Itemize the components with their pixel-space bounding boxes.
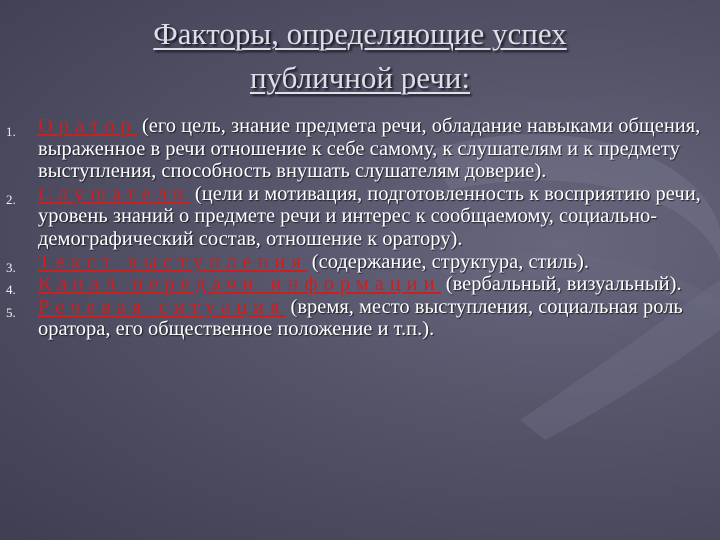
list-item <box>0 183 715 251</box>
item-keyword: Канал передачи информации <box>38 273 441 296</box>
item-text <box>38 296 715 341</box>
item-number: 1. <box>6 124 16 139</box>
item-text <box>38 183 715 251</box>
list-item <box>0 296 715 341</box>
item-number: 4. <box>6 282 16 298</box>
factors-list <box>0 115 715 341</box>
item-description: (содержание, структура, стиль). <box>306 250 590 273</box>
list-item <box>0 273 715 296</box>
item-number: 2. <box>6 191 16 207</box>
item-keyword: Слушатели <box>38 182 190 205</box>
item-number: 5. <box>6 304 16 320</box>
item-keyword: Текст выступления <box>38 250 307 273</box>
item-text <box>38 251 715 274</box>
slide-title <box>60 12 660 100</box>
item-description: (вербальный, визуальный). <box>440 273 682 296</box>
item-keyword: Оратор <box>38 115 137 137</box>
item-text <box>38 115 715 183</box>
item-number: 3. <box>6 259 16 275</box>
list-item <box>0 251 715 274</box>
item-text <box>38 273 715 296</box>
item-description: (его цель, знание предмета речи, обладание навыками общения, выраженное в речи отношение к себе самому, к слушателям и к предмету выступления, способность внушать слушателям доверие). <box>38 115 701 183</box>
slide-title-line-2: публичной речи: <box>249 60 471 95</box>
item-description: (цели и мотивация, подготовленность к восприятию речи, уровень знаний о предмете речи и интерес к сообщаемому, социально-демографический состав, отношение к оратору). <box>38 182 701 250</box>
item-description: (время, место выступления, социальная роль оратора, его общественное положение и т.п.). <box>38 295 683 341</box>
item-keyword: Речевая ситуация <box>38 295 286 318</box>
list-item <box>0 115 715 183</box>
slide-title-line-1: Факторы, определяющие успех <box>153 16 567 51</box>
